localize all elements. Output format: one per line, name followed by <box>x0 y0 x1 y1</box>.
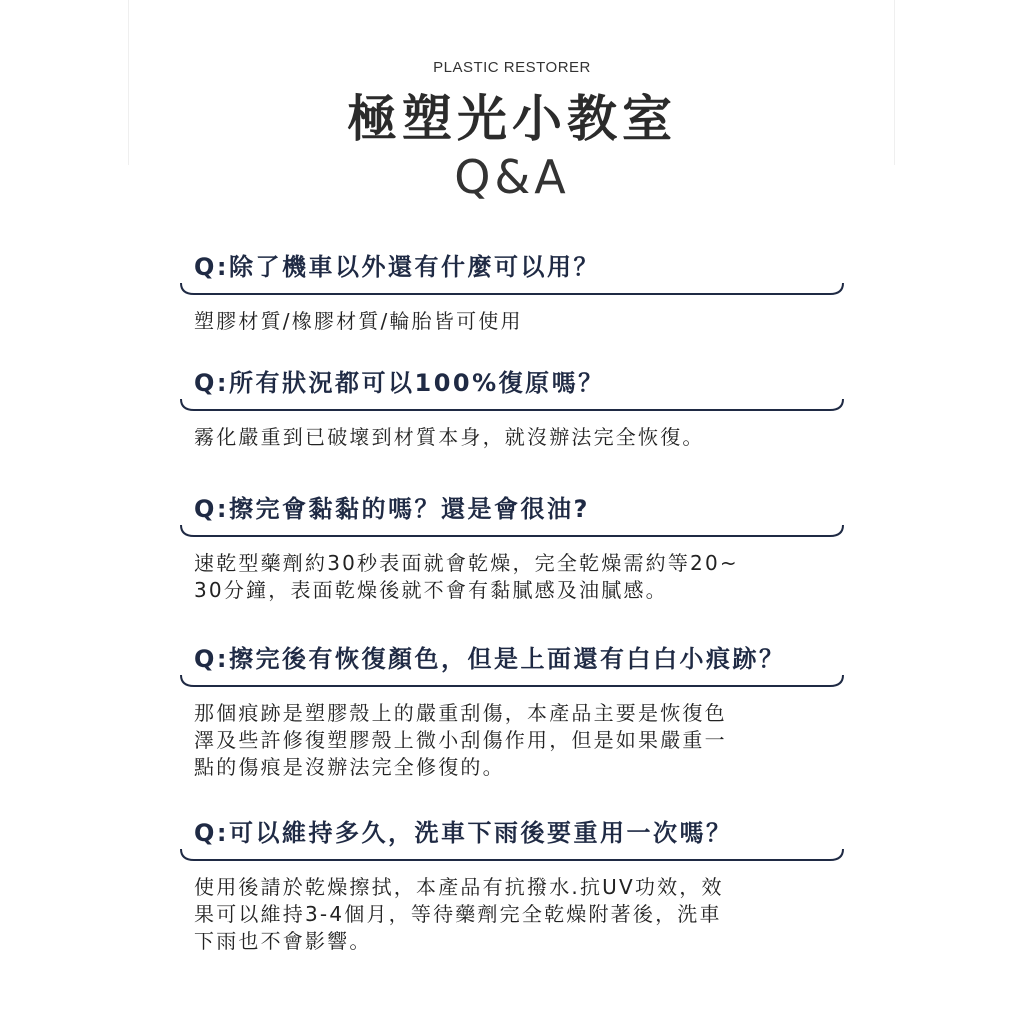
faq-question-text: Q:除了機車以外還有什麼可以用？ <box>194 253 600 281</box>
faq-question-1 <box>180 248 844 296</box>
faq-item-2 <box>180 364 844 451</box>
answer-line: 果可以維持3-4個月，等待藥劑完全乾燥附著後，洗車 <box>194 902 722 926</box>
answer-line: 澤及些許修復塑膠殼上微小刮傷作用，但是如果嚴重一 <box>194 728 727 752</box>
qa-heading: Q&A <box>454 150 570 204</box>
faq-question-3 <box>180 490 844 538</box>
faq-question-5 <box>180 814 844 862</box>
question-underline <box>180 674 844 688</box>
answer-line: 速乾型藥劑約30秒表面就會乾燥，完全乾燥需約等20~ <box>194 551 739 575</box>
faq-answer-4 <box>180 700 844 781</box>
answer-line: 點的傷痕是沒辦法完全修復的。 <box>194 755 505 779</box>
faq-answer-5 <box>180 874 844 955</box>
faq-answer-3 <box>180 550 844 604</box>
faq-item-3 <box>180 490 844 604</box>
faq-question-text: Q:擦完後有恢復顏色，但是上面還有白白小痕跡？ <box>194 645 786 673</box>
faq-question-2 <box>180 364 844 412</box>
faq-question-text: Q:擦完會黏黏的嗎？還是會很油? <box>194 495 590 523</box>
question-underline <box>180 282 844 296</box>
faq-item-1 <box>180 248 844 335</box>
answer-line: 30分鐘，表面乾燥後就不會有黏膩感及油膩感。 <box>194 578 668 602</box>
faq-item-5 <box>180 814 844 955</box>
answer-line: 下雨也不會影響。 <box>194 929 372 953</box>
answer-line: 使用後請於乾燥擦拭，本產品有抗撥水.抗UV功效，效 <box>194 875 724 899</box>
faq-answer-1 <box>180 308 844 335</box>
question-underline <box>180 398 844 412</box>
faq-question-text: Q:可以維持多久，洗車下雨後要重用一次嗎？ <box>194 819 733 847</box>
brand-subtitle: PLASTIC RESTORER <box>433 59 591 76</box>
answer-line: 霧化嚴重到已破壞到材質本身，就沒辦法完全恢復。 <box>194 425 705 449</box>
page-title: 極塑光小教室 <box>347 90 677 148</box>
faq-item-4 <box>180 640 844 781</box>
faq-question-text: Q:所有狀況都可以100%復原嗎？ <box>194 369 605 397</box>
answer-line: 塑膠材質/橡膠材質/輪胎皆可使用 <box>194 309 523 333</box>
faq-answer-2 <box>180 424 844 451</box>
faq-question-4 <box>180 640 844 688</box>
question-underline <box>180 848 844 862</box>
answer-line: 那個痕跡是塑膠殼上的嚴重刮傷，本產品主要是恢復色 <box>194 701 727 725</box>
question-underline <box>180 524 844 538</box>
